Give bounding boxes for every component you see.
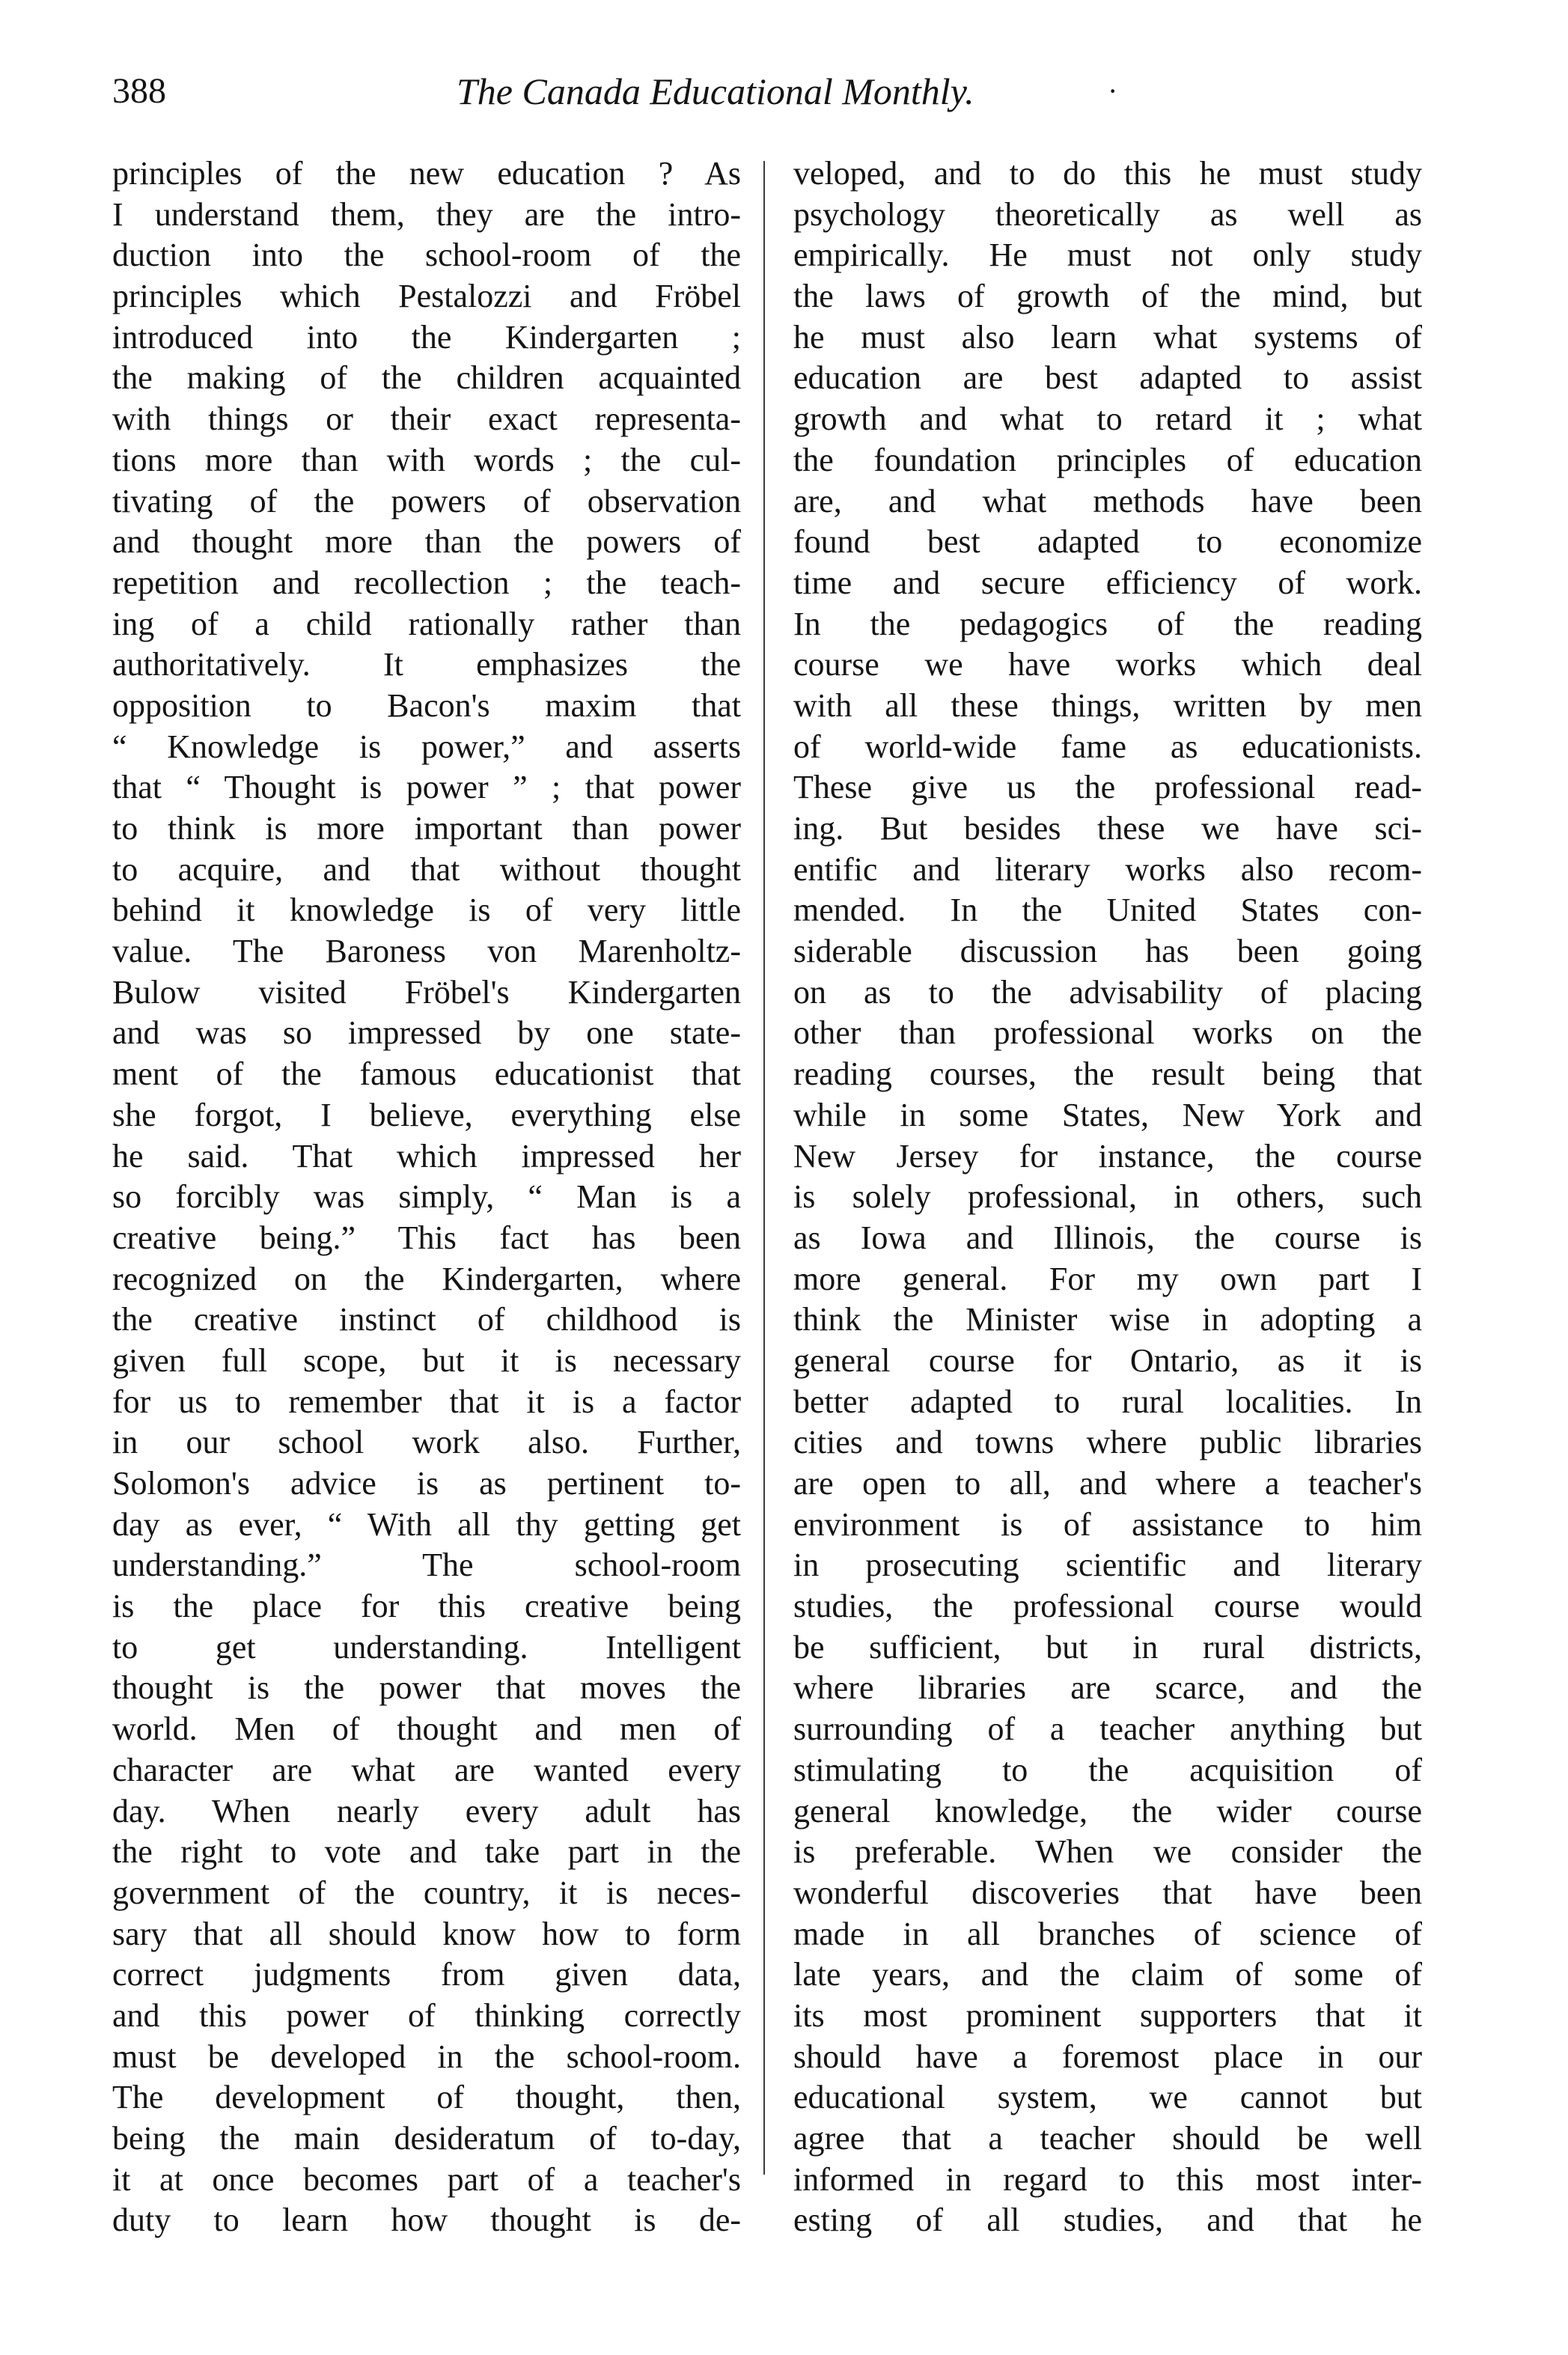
text-line: are open to all, and where a teacher's xyxy=(793,1465,1422,1502)
text-line: introduced into the Kindergarten ; xyxy=(112,318,741,356)
text-line: principles of the new education ? As xyxy=(112,155,741,192)
text-line: The development of thought, then, xyxy=(112,2079,741,2116)
text-line: recognized on the Kindergarten, where xyxy=(112,1260,741,1297)
page-header xyxy=(112,69,1489,121)
text-line: ment of the famous educationist that xyxy=(112,1055,741,1093)
text-line: to get understanding. Intelligent xyxy=(112,1628,741,1666)
text-line: found best adapted to economize xyxy=(793,523,1422,561)
text-line: made in all branches of science of xyxy=(793,1915,1422,1952)
text-line: and was so impressed by one state- xyxy=(112,1014,741,1052)
text-line: while in some States, New York and xyxy=(793,1096,1422,1133)
text-line: other than professional works on the xyxy=(793,1014,1422,1052)
text-line: veloped, and to do this he must study xyxy=(793,155,1422,192)
text-line: agree that a teacher should be well xyxy=(793,2120,1422,2157)
text-line: thought is the power that moves the xyxy=(112,1669,741,1707)
column-divider xyxy=(763,161,765,2175)
text-line: psychology theoretically as well as xyxy=(793,195,1422,233)
text-line: where libraries are scarce, and the xyxy=(793,1669,1422,1707)
text-line: value. The Baroness von Marenholtz- xyxy=(112,933,741,970)
text-line: In the pedagogics of the reading xyxy=(793,605,1422,642)
text-line: is solely professional, in others, such xyxy=(793,1178,1422,1216)
text-line: Bulow visited Fröbel's Kindergarten xyxy=(112,973,741,1011)
running-title: The Canada Educational Monthly. xyxy=(457,70,974,112)
text-line: education are best adapted to assist xyxy=(793,359,1422,397)
text-line: think the Minister wise in adopting a xyxy=(793,1301,1422,1338)
text-line: tivating of the powers of observation xyxy=(112,482,741,520)
text-line: educational system, we cannot but xyxy=(793,2079,1422,2116)
text-line: opposition to Bacon's maxim that xyxy=(112,686,741,724)
text-line: growth and what to retard it ; what xyxy=(793,400,1422,438)
text-line: I understand them, they are the intro- xyxy=(112,195,741,233)
text-line: in prosecuting scientific and literary xyxy=(793,1547,1422,1584)
text-line: time and secure efficiency of work. xyxy=(793,564,1422,601)
text-line: with all these things, written by men xyxy=(793,686,1422,724)
text-line: duty to learn how thought is de- xyxy=(112,2202,741,2239)
text-line: “ Knowledge is power,” and asserts xyxy=(112,728,741,765)
text-line: ing of a child rationally rather than xyxy=(112,605,741,642)
text-line: creative being.” This fact has been xyxy=(112,1219,741,1256)
left-text-column xyxy=(112,153,741,2241)
text-line: repetition and recollection ; the teach- xyxy=(112,564,741,601)
text-line: government of the country, it is neces- xyxy=(112,1874,741,1911)
text-line: more general. For my own part I xyxy=(793,1260,1422,1297)
text-line: in our school work also. Further, xyxy=(112,1424,741,1461)
text-line: world. Men of thought and men of xyxy=(112,1710,741,1748)
text-line: principles which Pestalozzi and Fröbel xyxy=(112,278,741,315)
text-line: late years, and the claim of some of xyxy=(793,1956,1422,1993)
text-line: studies, the professional course would xyxy=(793,1588,1422,1625)
text-line: Solomon's advice is as pertinent to- xyxy=(112,1465,741,1502)
text-line: ing. But besides these we have sci- xyxy=(793,810,1422,847)
text-line: siderable discussion has been going xyxy=(793,933,1422,970)
text-line: duction into the school-room of the xyxy=(112,237,741,274)
text-line: stimulating to the acquisition of xyxy=(793,1751,1422,1788)
text-line: it at once becomes part of a teacher's xyxy=(112,2160,741,2198)
text-line: are, and what methods have been xyxy=(793,482,1422,520)
text-line: general course for Ontario, as it is xyxy=(793,1341,1422,1379)
text-line: cities and towns where public libraries xyxy=(793,1424,1422,1461)
text-line: given full scope, but it is necessary xyxy=(112,1341,741,1379)
page-number: 388 xyxy=(112,71,166,111)
text-line: authoritatively. It emphasizes the xyxy=(112,646,741,683)
text-line: behind it knowledge is of very little xyxy=(112,892,741,929)
text-line: empirically. He must not only study xyxy=(793,237,1422,274)
text-line: understanding.” The school-room xyxy=(112,1547,741,1584)
text-line: he said. That which impressed her xyxy=(112,1137,741,1175)
text-line: New Jersey for instance, the course xyxy=(793,1137,1422,1175)
text-line: character are what are wanted every xyxy=(112,1751,741,1788)
text-line: surrounding of a teacher anything but xyxy=(793,1710,1422,1748)
text-line: reading courses, the result being that xyxy=(793,1055,1422,1093)
text-line: as Iowa and Illinois, the course is xyxy=(793,1219,1422,1256)
text-line: its most prominent supporters that it xyxy=(793,1996,1422,2034)
right-text-column xyxy=(793,153,1422,2241)
text-line: the right to vote and take part in the xyxy=(112,1833,741,1871)
text-line: to acquire, and that without thought xyxy=(112,850,741,888)
text-line: correct judgments from given data, xyxy=(112,1956,741,1993)
text-line: with things or their exact representa- xyxy=(112,400,741,438)
text-line: that “ Thought is power ” ; that power xyxy=(112,769,741,806)
text-line: on as to the advisability of placing xyxy=(793,973,1422,1011)
text-line: is the place for this creative being xyxy=(112,1588,741,1625)
text-line: informed in regard to this most inter- xyxy=(793,2160,1422,2198)
text-line: and thought more than the powers of xyxy=(112,523,741,561)
text-line: is preferable. When we consider the xyxy=(793,1833,1422,1871)
text-line: the creative instinct of childhood is xyxy=(112,1301,741,1338)
text-line: he must also learn what systems of xyxy=(793,318,1422,356)
text-line: These give us the professional read- xyxy=(793,769,1422,806)
header-mark: · xyxy=(1108,74,1118,108)
text-line: be sufficient, but in rural districts, xyxy=(793,1628,1422,1666)
text-line: so forcibly was simply, “ Man is a xyxy=(112,1178,741,1216)
text-line: the laws of growth of the mind, but xyxy=(793,278,1422,315)
text-line: esting of all studies, and that he xyxy=(793,2202,1422,2239)
text-line: mended. In the United States con- xyxy=(793,892,1422,929)
text-line: sary that all should know how to form xyxy=(112,1915,741,1952)
text-line: must be developed in the school-room. xyxy=(112,2038,741,2075)
text-line: should have a foremost place in our xyxy=(793,2038,1422,2075)
text-line: entific and literary works also recom- xyxy=(793,850,1422,888)
text-line: environment is of assistance to him xyxy=(793,1505,1422,1543)
text-line: general knowledge, the wider course xyxy=(793,1792,1422,1830)
text-line: being the main desideratum of to-day, xyxy=(112,2120,741,2157)
text-line: of world-wide fame as educationists. xyxy=(793,728,1422,765)
text-line: and this power of thinking correctly xyxy=(112,1996,741,2034)
text-line: course we have works which deal xyxy=(793,646,1422,683)
text-line: wonderful discoveries that have been xyxy=(793,1874,1422,1911)
text-line: tions more than with words ; the cul- xyxy=(112,441,741,478)
text-line: day as ever, “ With all thy getting get xyxy=(112,1505,741,1543)
text-line: for us to remember that it is a factor xyxy=(112,1383,741,1420)
text-line: better adapted to rural localities. In xyxy=(793,1383,1422,1420)
text-line: to think is more important than power xyxy=(112,810,741,847)
text-line: the making of the children acquainted xyxy=(112,359,741,397)
text-line: she forgot, I believe, everything else xyxy=(112,1096,741,1133)
text-line: day. When nearly every adult has xyxy=(112,1792,741,1830)
text-line: the foundation principles of education xyxy=(793,441,1422,478)
